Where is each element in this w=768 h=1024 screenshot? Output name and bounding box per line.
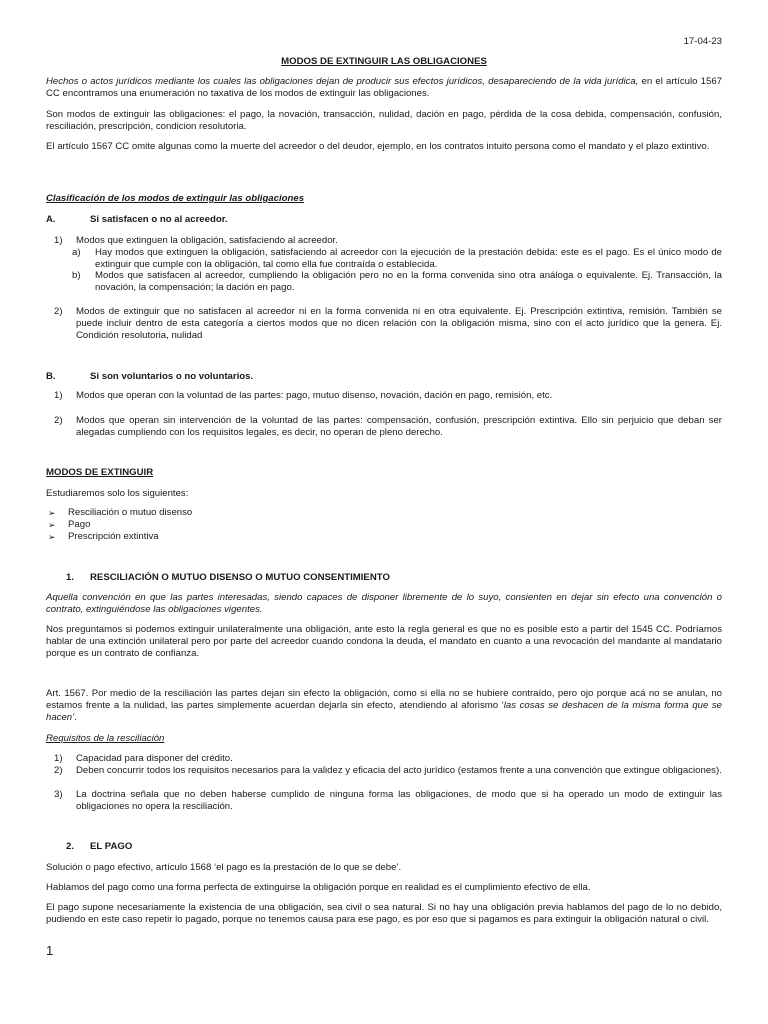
list-text: Modos que satisfacen al acreedor, cumpliendo la obligación pero no en la forma convenida sino otra análoga o equivalente. Ej. Transacción, la novación, la compensación; la dación en pago. — [95, 270, 722, 294]
list-number: 1) — [54, 753, 63, 764]
clasificacion-heading: Clasificación de los modos de extinguir las obligaciones — [46, 193, 305, 204]
art-1567-paragraph — [46, 688, 722, 725]
intro-paragraph — [46, 76, 722, 100]
document-title: MODOS DE EXTINGUIR LAS OBLIGACIONES — [281, 56, 487, 67]
list-text: Modos que operan sin intervención de la voluntad de las partes: compensación, confusión, prescripción extintiva. Ello sin perjuicio que deban ser alegadas cumpliendo con los requisitos legales, es decir, no operan de pleno derecho. — [76, 415, 722, 439]
resciliacion-definition: Aquella convención en que las partes interesadas, siendo capaces de disponer libremente de lo suyo, consienten en dejar sin efecto una convención o contrato, extinguiéndose las obligaciones vigentes. — [46, 592, 722, 616]
section-a-text: Si satisfacen o no al acreedor. — [90, 214, 228, 225]
list-number: 2) — [54, 306, 63, 317]
section-b-text: Si son voluntarios o no voluntarios. — [90, 371, 254, 382]
section-b-letter: B. — [46, 371, 56, 382]
intro-italic: Hechos o actos jurídicos mediante los cuales las obligaciones dejan de producir sus efectos jurídicos, desapareciendo de la vida jurídica, — [46, 76, 639, 87]
list-text: Modos de extinguir que no satisfacen al acreedor ni en la forma convenida ni en otra equivalente. Ej. Prescripción extintiva, remisión. También se puede incluir dentro de esta categoría a ciertos modos que no dicen relación con la obligación misma, sino con el acto jurídico que la genera. Ej. Condición resolutoria, nulidad — [76, 306, 722, 342]
bullet-text: Resciliación o mutuo disenso — [68, 507, 193, 518]
art-1567-end: . — [74, 712, 77, 724]
paragraph-modos: Son modos de extinguir las obligaciones: el pago, la novación, transacción, nulidad, dación en pago, pérdida de la cosa debida, compensación, confusión, resciliación, prescripción, condicion resolutoria. — [46, 109, 722, 133]
requisitos-heading: Requisitos de la resciliación — [46, 733, 165, 744]
intro-rest: en el artículo 1567 CC encontramos una enumeración no taxativa de los modos de extinguir las obligaciones. — [46, 76, 722, 100]
modos-heading: MODOS DE EXTINGUIR — [46, 467, 154, 478]
paragraph-omite: El artículo 1567 CC omite algunas como la muerte del acreedor o del deudor, ejemplo, en los contratos intuito persona como el mandato y el plazo extintivo. — [46, 141, 710, 152]
list-number: a) — [72, 247, 81, 258]
list-number: 1) — [54, 390, 63, 401]
estudiaremos-text: Estudiaremos solo los siguientes: — [46, 488, 189, 499]
section-title: EL PAGO — [90, 841, 133, 852]
pago-paragraph: El pago supone necesariamente la existencia de una obligación, sea civil o sea natural. Si no hay una obligación previa hablamos del pago de lo no debido, pudiendo en este caso repetir lo pagado, porque no tenemos causa para ese pago, es por eso que si pagamos es para extinguir la obligación natural o civil. — [46, 902, 722, 926]
arrow-bullet-icon: ➢ — [48, 520, 56, 530]
document-date: 17-04-23 — [683, 36, 722, 47]
list-number: 2) — [54, 415, 63, 426]
list-text: Capacidad para disponer del crédito. — [76, 753, 233, 764]
list-number: 1) — [54, 235, 63, 246]
bullet-text: Prescripción extintiva — [68, 531, 159, 542]
pago-paragraph: Hablamos del pago como una forma perfecta de extinguirse la obligación porque en realidad es el cumplimiento efectivo de ella. — [46, 882, 591, 893]
list-number: b) — [72, 270, 81, 281]
list-number: 3) — [54, 789, 63, 800]
list-text: Deben concurrir todos los requisitos necesarios para la validez y eficacia del acto jurídico (estamos frente a una convención que extingue obligaciones). — [76, 765, 722, 776]
arrow-bullet-icon: ➢ — [48, 508, 56, 518]
aforismo-text: las cosas se deshacen de la misma forma que se hacen’ — [46, 700, 723, 724]
bullet-text: Pago — [68, 519, 91, 530]
list-text: Hay modos que extinguen la obligación, satisfaciendo al acreedor con la ejecución de la prestación debida: este es el pago. Es el único modo de extinguir que cumple con la obligación, tal como ella fue contraída o establecida. — [95, 247, 722, 271]
page-number: 1 — [46, 943, 54, 958]
art-1567-text: Art. 1567. Por medio de la resciliación las partes dejan sin efecto la obligación, como si ella no se hubiere contraído, pero ojo porque acá no se anulan, no estamos frente a la nulidad, las partes simplemente acuerdan dejarla sin efecto, atendiendo al aforismo ‘ — [46, 688, 722, 712]
section-number: 2. — [66, 841, 75, 852]
list-number: 2) — [54, 765, 63, 776]
section-a-letter: A. — [46, 214, 56, 225]
section-title: RESCILIACIÓN O MUTUO DISENSO O MUTUO CONSENTIMIENTO — [90, 572, 390, 583]
arrow-bullet-icon: ➢ — [48, 532, 56, 542]
list-text: Modos que operan con la voluntad de las partes: pago, mutuo disenso, novación, dación en pago, remisión, etc. — [76, 390, 553, 401]
list-text: Modos que extinguen la obligación, satisfaciendo al acreedor. — [76, 235, 338, 246]
list-text: La doctrina señala que no deben haberse cumplido de ninguna forma las obligaciones, de modo que si ha operado un modo de extinguir las obligaciones no opera la resciliación. — [76, 789, 722, 813]
pago-paragraph: Solución o pago efectivo, artículo 1568 ‘el pago es la prestación de lo que se debe’. — [46, 862, 402, 873]
section-number: 1. — [66, 572, 75, 583]
resciliacion-paragraph: Nos preguntamos si podemos extinguir unilateralmente una obligación, ante esto la regla general es que no es posible esto a partir del 1545 CC. Podríamos hablar de una extinción unilateral pero por parte del acreedor cuando condona la deuda, el mandato en cuanto a una revocación del mandante al mandatario porque es un contrato de confianza. — [46, 624, 722, 660]
